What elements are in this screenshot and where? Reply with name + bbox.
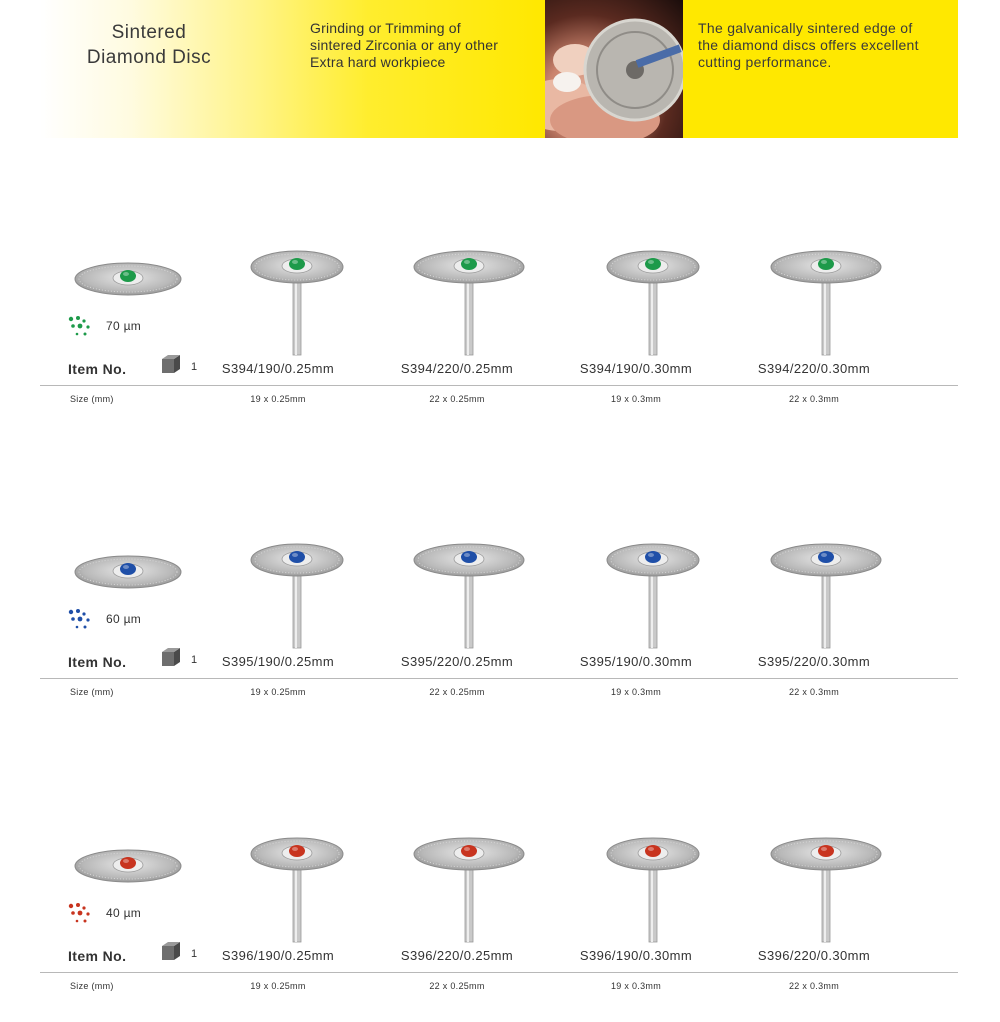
disc-in-use-photo	[545, 0, 683, 138]
disc-2-0	[246, 832, 348, 944]
size-value: 22 x 0.3mm	[788, 981, 840, 991]
hub-cap	[120, 563, 136, 575]
header-banner	[40, 0, 958, 138]
item-code: S394/220/0.30mm	[757, 361, 871, 376]
package-icon	[160, 353, 184, 375]
item-no-label: Item No.	[68, 948, 127, 964]
loose-disc-2	[70, 844, 186, 894]
size-value: 19 x 0.25mm	[250, 394, 306, 404]
disc-0-0	[246, 245, 348, 357]
hub-cap	[120, 857, 136, 869]
note-line-2: the diamond discs offers excellent	[698, 37, 919, 53]
banner-left-panel	[40, 0, 545, 138]
title-line-1: Sintered	[111, 22, 187, 43]
loose-disc-1	[70, 550, 186, 600]
grit-label: 60 µm	[106, 612, 142, 626]
description-line-1: Grinding or Trimming of	[310, 20, 461, 36]
product-row-40um	[40, 832, 958, 1022]
description-line-3: Extra hard workpiece	[310, 54, 446, 70]
product-row-60um	[40, 538, 958, 728]
item-code: S394/190/0.25mm	[221, 361, 335, 376]
item-code: S394/190/0.30mm	[579, 361, 693, 376]
item-code: S395/220/0.25mm	[400, 654, 514, 669]
product-row-70um	[40, 245, 958, 435]
size-value: 19 x 0.25mm	[250, 687, 306, 697]
item-no-label: Item No.	[68, 654, 127, 670]
product-title	[40, 20, 258, 70]
loose-disc-0	[70, 257, 186, 307]
grit-indicator	[67, 315, 177, 339]
size-value: 22 x 0.25mm	[429, 981, 485, 991]
product-description	[310, 20, 540, 71]
loose-disc-image	[70, 550, 186, 605]
hub-cap	[461, 258, 477, 270]
item-code: S396/220/0.25mm	[400, 948, 514, 963]
size-value: 19 x 0.25mm	[250, 981, 306, 991]
pack-quantity: 1	[191, 948, 198, 960]
hub-cap	[645, 845, 661, 857]
hub-cap	[461, 551, 477, 563]
item-code: S395/220/0.30mm	[757, 654, 871, 669]
disc-2-2	[602, 832, 704, 944]
hub-cap	[289, 845, 305, 857]
pack-quantity: 1	[191, 361, 198, 373]
item-code: S396/190/0.25mm	[221, 948, 335, 963]
size-value: 19 x 0.3mm	[610, 687, 662, 697]
hub-cap	[818, 551, 834, 563]
disc-0-2	[602, 245, 704, 357]
hub-cap	[645, 258, 661, 270]
item-code: S395/190/0.25mm	[221, 654, 335, 669]
banner-right-panel	[683, 0, 958, 138]
size-value: 22 x 0.3mm	[788, 687, 840, 697]
pack-quantity: 1	[191, 654, 198, 666]
disc-0-1	[409, 245, 529, 357]
package-icon	[160, 940, 184, 962]
disc-1-0	[246, 538, 348, 650]
package-icon	[160, 646, 184, 668]
size-label: Size (mm)	[70, 687, 114, 697]
disc-2-1	[409, 832, 529, 944]
grit-indicator	[67, 608, 177, 632]
row-divider	[40, 972, 958, 973]
grit-label: 70 µm	[106, 319, 142, 333]
disc-photo-illustration	[545, 0, 683, 138]
loose-disc-image	[70, 844, 186, 899]
size-value: 19 x 0.3mm	[610, 981, 662, 991]
hub-cap	[289, 258, 305, 270]
title-line-2: Diamond Disc	[86, 47, 212, 68]
hub-cap	[818, 258, 834, 270]
grit-dots-icon	[67, 902, 97, 926]
size-value: 19 x 0.3mm	[610, 394, 662, 404]
size-value: 22 x 0.3mm	[788, 394, 840, 404]
hub-cap	[289, 551, 305, 563]
size-value: 22 x 0.25mm	[429, 687, 485, 697]
size-value: 22 x 0.25mm	[429, 394, 485, 404]
disc-2-3	[766, 832, 886, 944]
item-code: S396/190/0.30mm	[579, 948, 693, 963]
disc-1-1	[409, 538, 529, 650]
grit-dots-icon	[67, 315, 97, 339]
grit-dots-icon	[67, 608, 97, 632]
note-line-3: cutting performance.	[698, 54, 832, 70]
note-line-1: The galvanically sintered edge of	[698, 20, 913, 36]
feature-note	[698, 20, 956, 71]
size-label: Size (mm)	[70, 394, 114, 404]
grit-label: 40 µm	[106, 906, 142, 920]
item-no-label: Item No.	[68, 361, 127, 377]
hub-cap	[818, 845, 834, 857]
loose-disc-image	[70, 257, 186, 312]
item-code: S395/190/0.30mm	[579, 654, 693, 669]
description-line-2: sintered Zirconia or any other	[310, 37, 499, 53]
hub-cap	[461, 845, 477, 857]
row-divider	[40, 678, 958, 679]
item-code: S394/220/0.25mm	[400, 361, 514, 376]
grit-indicator	[67, 902, 177, 926]
disc-1-2	[602, 538, 704, 650]
disc-1-3	[766, 538, 886, 650]
disc-0-3	[766, 245, 886, 357]
hub-cap	[645, 551, 661, 563]
row-divider	[40, 385, 958, 386]
item-code: S396/220/0.30mm	[757, 948, 871, 963]
hub-cap	[120, 270, 136, 282]
size-label: Size (mm)	[70, 981, 114, 991]
